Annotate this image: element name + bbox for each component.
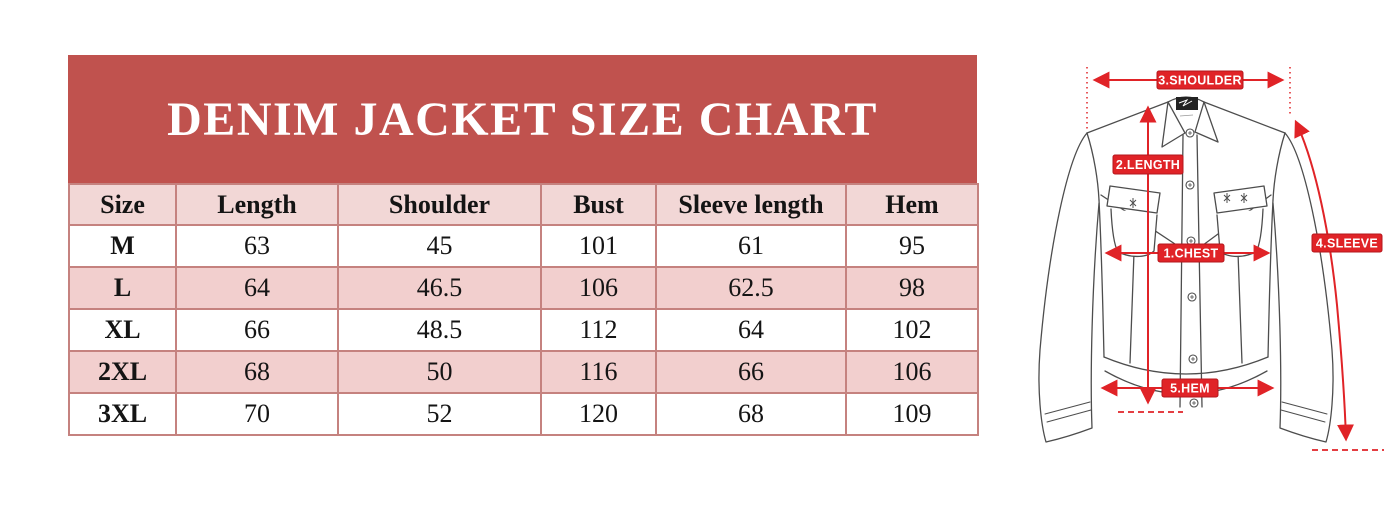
jacket-diagram-drawing: [1018, 45, 1388, 475]
collar-tag: [1176, 97, 1198, 116]
cell-size: M: [69, 225, 176, 267]
cell-bust: 112: [541, 309, 656, 351]
cell-hem: 102: [846, 309, 978, 351]
cell-length: 66: [176, 309, 338, 351]
cell-length: 70: [176, 393, 338, 435]
page-title: DENIM JACKET SIZE CHART: [167, 92, 878, 146]
header-cell-shoulder: Shoulder: [338, 184, 541, 225]
cell-length: 68: [176, 351, 338, 393]
sleeve-label: 4.SLEEVE: [1315, 236, 1379, 251]
sleeve-arrow: [1296, 122, 1346, 439]
header-cell-hem: Hem: [846, 184, 978, 225]
cell-size: L: [69, 267, 176, 309]
chest-label: 1.CHEST: [1163, 246, 1219, 261]
cell-shoulder: 48.5: [338, 309, 541, 351]
cell-shoulder: 52: [338, 393, 541, 435]
cell-hem: 109: [846, 393, 978, 435]
sleeve-badge: [1312, 234, 1382, 252]
cell-bust: 106: [541, 267, 656, 309]
cell-shoulder: 45: [338, 225, 541, 267]
table-row: [69, 393, 978, 435]
cell-shoulder: 50: [338, 351, 541, 393]
table-row: [69, 267, 978, 309]
shoulder-label: 3.SHOULDER: [1158, 73, 1242, 88]
table-header-row: [69, 184, 978, 225]
shoulder-badge: [1157, 71, 1243, 89]
header-cell-sleeve-length: Sleeve length: [656, 184, 846, 225]
cell-bust: 116: [541, 351, 656, 393]
size-table: [68, 183, 979, 436]
cell-length: 63: [176, 225, 338, 267]
cell-size: 2XL: [69, 351, 176, 393]
cell-bust: 120: [541, 393, 656, 435]
header-cell-bust: Bust: [541, 184, 656, 225]
measurement-annotations: [1087, 67, 1384, 450]
cell-sleeve-length: 68: [656, 393, 846, 435]
cell-sleeve-length: 62.5: [656, 267, 846, 309]
length-badge: [1113, 155, 1183, 174]
header-cell-size: Size: [69, 184, 176, 225]
hem-badge: [1162, 379, 1218, 397]
hem-label: 5.HEM: [1170, 381, 1210, 396]
cell-bust: 101: [541, 225, 656, 267]
jacket-measurement-diagram: [1018, 45, 1388, 475]
cell-length: 64: [176, 267, 338, 309]
cell-hem: 106: [846, 351, 978, 393]
cell-hem: 95: [846, 225, 978, 267]
cell-shoulder: 46.5: [338, 267, 541, 309]
cell-size: XL: [69, 309, 176, 351]
cell-hem: 98: [846, 267, 978, 309]
size-table-container: [68, 183, 979, 436]
table-row: [69, 309, 978, 351]
cell-sleeve-length: 64: [656, 309, 846, 351]
header-cell-length: Length: [176, 184, 338, 225]
cell-sleeve-length: 66: [656, 351, 846, 393]
table-row: [69, 225, 978, 267]
length-label: 2.LENGTH: [1115, 158, 1181, 172]
table-row: [69, 351, 978, 393]
cell-sleeve-length: 61: [656, 225, 846, 267]
cell-size: 3XL: [69, 393, 176, 435]
jacket-buttons: [1186, 129, 1198, 407]
chest-badge: [1158, 244, 1224, 262]
title-banner: [68, 55, 977, 183]
